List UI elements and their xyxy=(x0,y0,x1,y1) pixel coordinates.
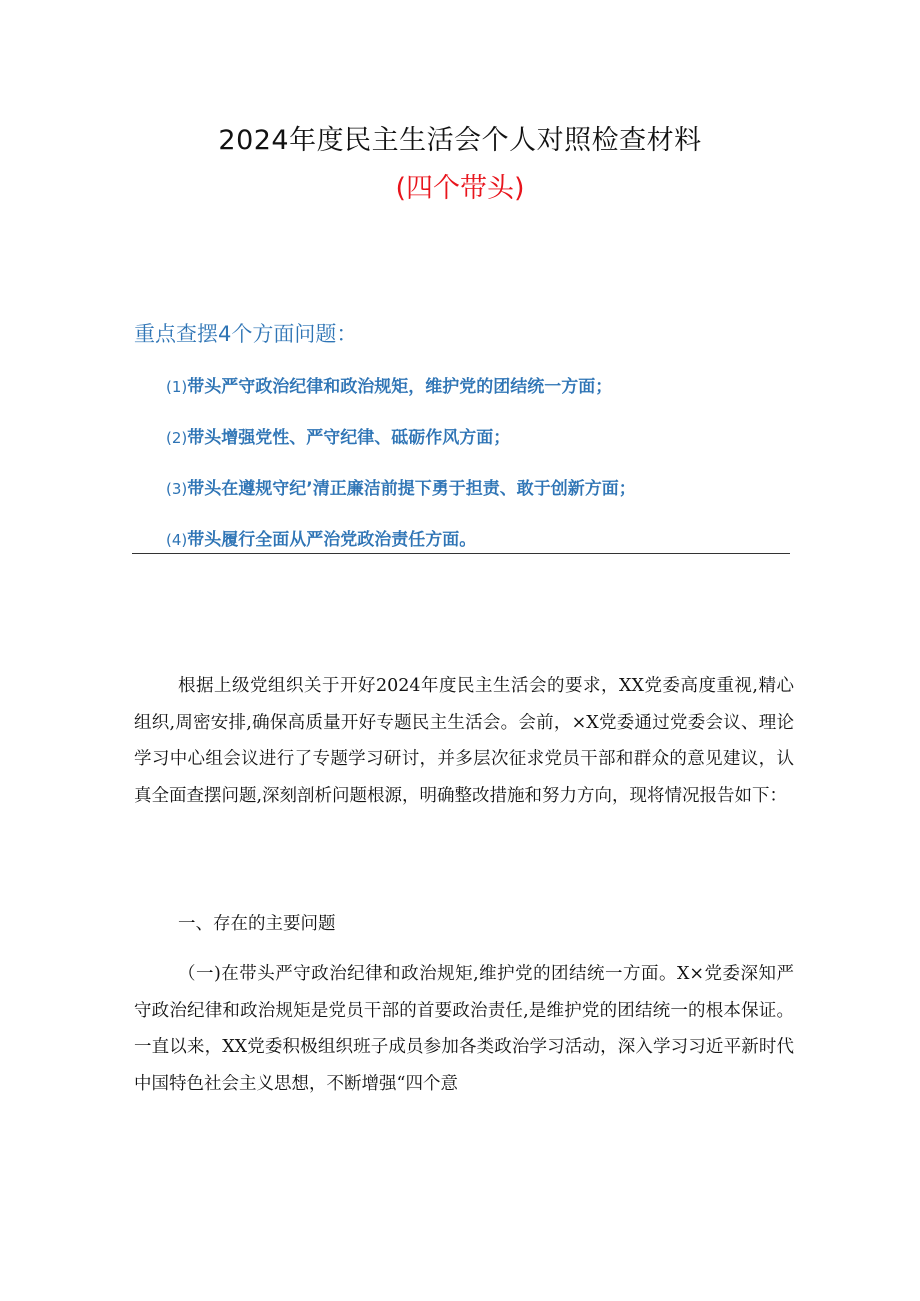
focus-item-number: (1) xyxy=(166,378,188,396)
focus-item xyxy=(166,478,636,529)
focus-item-text: 带头增强党性、严守纪律、砥砺作风方面； xyxy=(187,428,511,448)
focus-item-text: 带头履行全面从严治党政治责任方面。 xyxy=(187,530,477,550)
focus-item-number: (3) xyxy=(166,480,188,498)
focus-item xyxy=(166,376,636,427)
focus-list xyxy=(166,376,636,580)
focus-item-number: (4) xyxy=(166,531,188,549)
focus-item-text: 带头严守政治纪律和政治规矩，维护党的团结统一方面； xyxy=(187,377,613,397)
focus-item xyxy=(166,529,636,580)
document-subtitle: (四个带头) xyxy=(395,173,525,204)
focus-item xyxy=(166,427,636,478)
focus-item-number: (2) xyxy=(166,429,188,447)
section-one-paragraph: （一)在带头严守政治纪律和政治规矩,维护党的团结统一方面。X×党委深知严守政治纪律和政治规矩是党员干部的首要政治责任,是维护党的团结统一的根本保证。一直以来，XX党委积极组织班子成员参加各类政治学习活动，深入学习习近平新时代中国特色社会主义思想，不断增强“四个意 xyxy=(134,964,794,1094)
focus-item-text: 带头在遵规守纪’清正廉洁前提下勇于担责、敢于创新方面； xyxy=(187,479,636,499)
focus-heading: 重点查摆4个方面问题： xyxy=(134,322,358,346)
section-divider xyxy=(132,553,790,554)
document-title: 2024年度民主生活会个人对照检查材料 xyxy=(218,125,702,156)
section-heading: 一、存在的主要问题 xyxy=(178,914,336,934)
intro-paragraph: 根据上级党组织关于开好2024年度民主生活会的要求，XX党委高度重视,精心组织,周密安排,确保高质量开好专题民主生活会。会前，×X党委通过党委会议、理论学习中心组会议进行了专题学习研讨，并多层次征求党员干部和群众的意见建议，认真全面查摆问题,深刻剖析问题根源，明确整改措施和努力方向，现将情况报告如下： xyxy=(134,676,794,806)
